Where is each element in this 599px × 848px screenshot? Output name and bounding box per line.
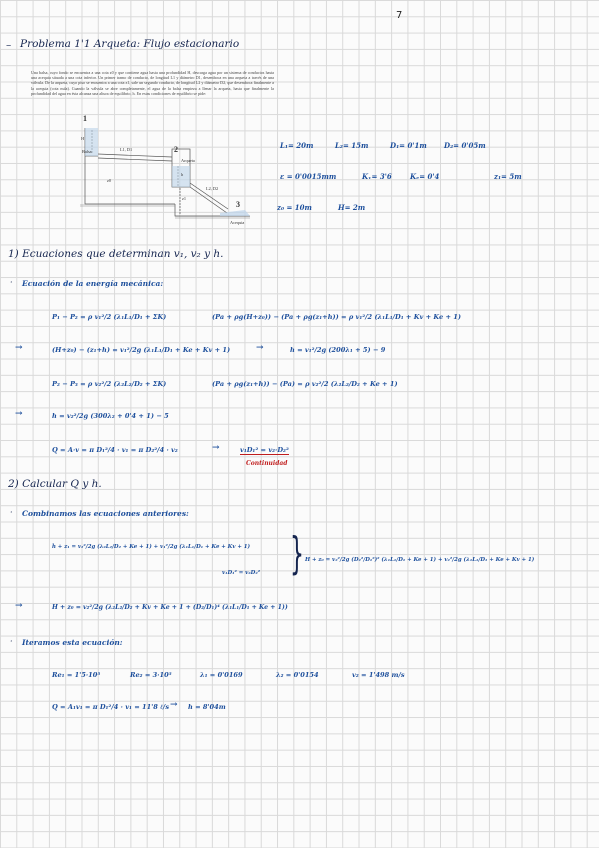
label-L2D2: L2, D2 (206, 186, 219, 191)
problem-statement: Una balsa, cuyo fondo se encuentra a una cota z0 y que contiene agua hasta una profundidad H, descarga agua por un sistema de conductos hasta una acequia situada a una cota inferior. Un primer tramo de conducto, de longitud L1 y diámetro D1, desemboca en una arqueta a través de una válvula. De la arqueta, cuyo piso se encuentra a una cota z1, sale un segundo conducto, de longitud L2 y diámetro D2, que desemboca finalmente a la acequia (cota nula). Cuando la válvula se abre completamente, el agua de la balsa empieza a llenar la arqueta, hasta que finalmente la profundidad del agua en ésta alcanza una altura de equilibrio, h. En estas condiciones de equilibrio se pide: (31, 70, 274, 96)
eq-4: h = v₂²/2g (300λ₂ + 0'4 + 1) − 5 (52, 412, 169, 420)
eq-3-right: (Pa + ρg(z₁+h)) − (Pa) = ρ v₂²/2 (λ₂L₂/D₂ + Ke + 1) (212, 380, 398, 388)
page-title: Problema 1'1 Arqueta: Flujo estacionario (20, 38, 240, 50)
iter-lambda2: λ₂ = 0'0154 (276, 671, 319, 679)
brace-icon: } (290, 528, 304, 579)
eq-2-left: (H+z₀) − (z₁+h) = v₁²/2g (λ₁L₁/D₁ + Ke + Kv + 1) (52, 346, 231, 354)
label-balsa: Balsa (82, 149, 92, 154)
arrow-icon: → (15, 409, 23, 419)
iter-v2: v₂ = 1'498 m/s (352, 671, 405, 679)
label-L1D1: L1, D1 (120, 147, 133, 152)
system-eq-1: h + z₁ = v₂²/2g (λ₂L₂/D₂ + Ke + 1) + v₁²/2g (λ₁L₁/D₁ + Ke + Kv + 1) (52, 544, 251, 550)
bullet-dot: · (10, 637, 13, 646)
system-result: H + z₀ = v₂²/2g (D₂²/D₁²)² (λ₁L₁/D₁ + Ke + 1) + v₂²/2g (λ₁L₁/D₁ + Ke + Kv + 1) (305, 557, 535, 563)
eq-5-left: Q = A·v = π D₁²/4 · v₁ = π D₂²/4 · v₂ (52, 446, 178, 454)
label-h: h (181, 172, 184, 177)
label-z1: z1 (182, 196, 187, 201)
system-eq-2: v₁D₁² = v₂D₂² (222, 570, 261, 576)
value-Kv: Kᵥ= 3'6 (362, 172, 392, 181)
bullet-dot: · (10, 508, 13, 517)
arrow-icon: → (212, 443, 220, 453)
value-H: H= 2m (338, 203, 366, 212)
section-1-heading: 1) Ecuaciones que determinan v₁, v₂ y h. (8, 248, 224, 260)
point-1-mark: 1 (83, 114, 87, 123)
diagram-drawing (80, 116, 255, 226)
label-arqueta: Arqueta (181, 158, 195, 163)
label-acequia: Acequia (230, 220, 245, 225)
value-L1: L₁= 20m (280, 141, 314, 150)
section-1-subheading: Ecuación de la energía mecánica: (22, 279, 164, 288)
eq-1-left: P₁ − P₂ = ρ v₁²/2 (λ₁L₁/D₁ + ΣK) (52, 313, 167, 321)
point-3-mark: 3 (236, 200, 240, 209)
continuity-equation: v₁D₁² = v₂·D₂² (240, 446, 289, 454)
arrow-icon: → (15, 343, 23, 353)
point-2-mark: 2 (174, 145, 178, 154)
continuity-label: Continuidad (246, 460, 288, 467)
iter-lambda1: λ₁ = 0'0169 (200, 671, 243, 679)
label-H: H (81, 136, 85, 141)
value-eps: ε = 0'0015mm (280, 172, 337, 181)
bullet-dot: · (10, 278, 13, 287)
iter-re1: Re₁ = 1'5·10⁵ (52, 671, 101, 679)
eq-3-left: P₂ − P₃ = ρ v₂²/2 (λ₂L₂/D₂ + ΣK) (52, 380, 167, 388)
corner-mark: 7 (396, 10, 403, 21)
label-z0: z0 (107, 178, 112, 183)
eq-1-right: (Pa + ρg(H+z₀)) − (Pa + ρg(z₁+h)) = ρ v₁²/2 (λ₁L₁/D₁ + Kv + Ke + 1) (212, 313, 462, 321)
arrow-icon: → (256, 343, 264, 353)
title-bullet: – (6, 39, 12, 51)
value-D1: D₁= 0'1m (390, 141, 427, 150)
height-result: h = 8'04m (188, 703, 226, 711)
arrow-icon: → (170, 700, 178, 710)
eq-2-right: h = v₁²/2g (200λ₁ + 5) − 9 (290, 346, 386, 354)
section-2-heading: 2) Calcular Q y h. (8, 478, 102, 490)
iter-re2: Re₂ = 3·10⁵ (130, 671, 172, 679)
final-equation: H + z₀ = v₂²/2g (λ₂L₂/D₂ + Kv + Ke + 1 + (D₂/D₁)⁴ (λ₁L₁/D₁ + Ke + 1)) (52, 604, 288, 611)
section-2-subheading: Combinamos las ecuaciones anteriores: (22, 509, 189, 518)
arrow-icon: → (15, 601, 23, 611)
iterate-subheading: Iteramos esta ecuación: (22, 638, 123, 647)
value-Ke: Kₑ= 0'4 (410, 172, 440, 181)
value-L2: L₂= 15m (335, 141, 369, 150)
flow-rate-equation: Q = A₁v₁ = π D₁²/4 · v₁ = 11'8 ℓ/s (52, 703, 170, 711)
value-z1: z₁= 5m (494, 172, 522, 181)
value-D2: D₂= 0'05m (444, 141, 486, 150)
reservoir-diagram (80, 116, 255, 226)
value-z0: z₀ = 10m (277, 203, 312, 212)
